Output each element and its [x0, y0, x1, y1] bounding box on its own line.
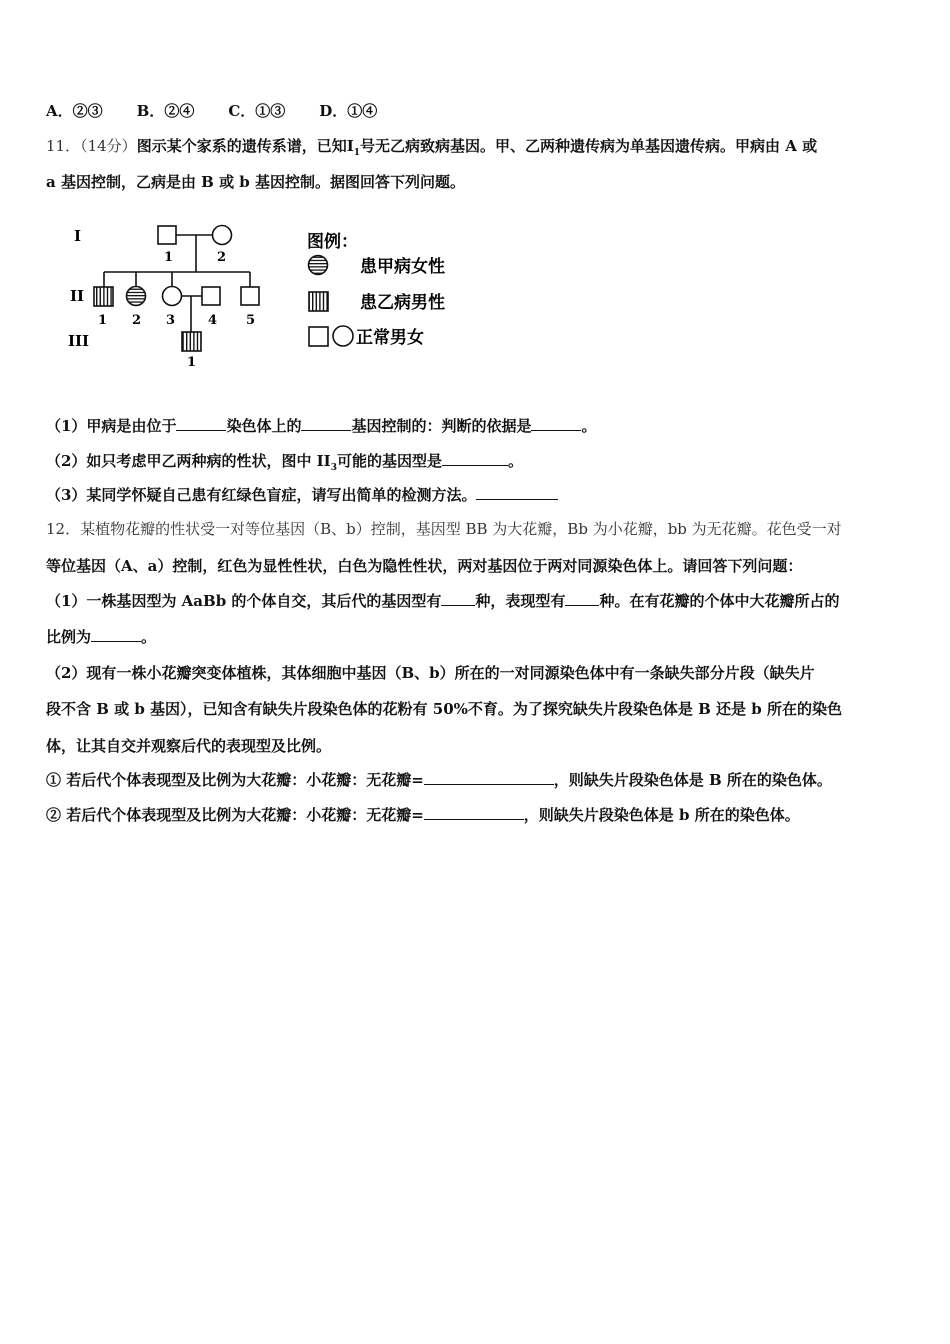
q12-line1: 12．某植物花瓣的性状受一对等位基因（B、b）控制，基因型 BB 为大花瓣，Bb 为小花瓣，bb 为无花瓣。花色受一对 [46, 520, 842, 538]
individual-II1-affected-b-male [94, 287, 113, 306]
q11-stem-line2: a 基因控制，乙病是由 B 或 b 基因控制。据图回答下列问题。 [46, 173, 465, 191]
answer-options [46, 101, 411, 121]
q11-sub2: （2）如只考虑甲乙两种病的性状，图中 $II_3$可能的基因型是 。 [46, 452, 523, 473]
individual-I1-normal-male [158, 226, 176, 244]
answer-blank[interactable] [442, 451, 508, 466]
q12-line6: 段不含 B 或 b 基因），已知含有缺失片段染色体的花粉有 50%不育。为了探究缺失片段染色体是 B 还是 b 所在的染色 [46, 700, 842, 718]
q11-sub3: （3）某同学怀疑自己患有红绿色盲症，请写出简单的检测方法。 [46, 485, 558, 505]
legend-affected-b-male-icon [309, 292, 328, 311]
q12-line9: ② 若后代个体表现型及比例为大花瓣：小花瓣：无花瓣= ，则缺失片段染色体是 b 所在的染色体。 [46, 806, 800, 824]
q12-line3: （1）一株基因型为 AaBb 的个体自交，其后代的基因型有 种，表现型有 种。在有花瓣的个体中大花瓣所占的 [46, 592, 840, 610]
option-b: B．②④ [136, 102, 195, 120]
gen1-num-1: 1 [164, 250, 174, 265]
answer-blank[interactable] [476, 485, 558, 500]
q11-sub1: （1）甲病是由位于 染色体上的 基因控制的：判断的依据是 。 [46, 417, 597, 435]
answer-blank[interactable] [424, 805, 524, 820]
answer-blank[interactable] [565, 591, 599, 606]
answer-blank[interactable] [424, 770, 554, 785]
option-c: C．①③ [228, 102, 286, 120]
gen1-num-2: 2 [217, 250, 227, 265]
option-a: A．②③ [46, 102, 103, 120]
option-d: D．①④ [319, 102, 378, 120]
legend-normal-male-icon [309, 327, 328, 346]
gen2-num-4: 4 [208, 313, 218, 328]
legend-item-1: 患甲病女性 [360, 257, 445, 277]
gen2-num-5: 5 [246, 313, 256, 328]
legend-affected-a-female-icon [309, 256, 328, 275]
individual-II4-normal-male [202, 287, 220, 305]
gen-label-II: II [70, 287, 85, 305]
q12-line5: （2）现有一株小花瓣突变体植株，其体细胞中基因（B、b）所在的一对同源染色体中有一条缺失部分片段（缺失片 [46, 664, 815, 682]
gen-label-III: III [68, 332, 90, 350]
q12-line2: 等位基因（A、a）控制，红色为显性性状，白色为隐性性状，两对基因位于两对同源染色体上。请回答下列问题： [46, 557, 803, 575]
q11-score: （14分） [80, 137, 137, 155]
answer-blank[interactable] [531, 416, 581, 431]
individual-II3-normal-female [163, 287, 182, 306]
gen2-num-2: 2 [132, 313, 142, 328]
legend-normal-female-icon [333, 326, 353, 346]
answer-blank[interactable] [176, 416, 226, 431]
individual-II5-normal-male [241, 287, 259, 305]
legend-item-3: 正常男女 [356, 328, 424, 348]
gen-label-I: I [74, 227, 82, 245]
answer-blank[interactable] [301, 416, 351, 431]
legend-title: 图例： [307, 232, 358, 252]
answer-blank[interactable] [441, 591, 475, 606]
pedigree-diagram [60, 215, 480, 375]
q12-line4: 比例为 。 [46, 628, 157, 646]
gen2-num-1: 1 [98, 313, 108, 328]
q11-number: 11． [46, 137, 81, 155]
legend-item-2: 患乙病男性 [360, 293, 445, 313]
individual-III1-affected-b-male [182, 332, 201, 351]
gen3-num-1: 1 [187, 355, 197, 370]
gen2-num-3: 3 [166, 313, 176, 328]
q12-line8: ① 若后代个体表现型及比例为大花瓣：小花瓣：无花瓣= ，则缺失片段染色体是 B 所在的染色体。 [46, 771, 832, 789]
q12-line7: 体，让其自交并观察后代的表现型及比例。 [46, 737, 332, 755]
q11-stem-line1: 11．（14分）图示某个家系的遗传系谱，已知$Ⅰ_1$号无乙病致病基因。甲、乙两种遗传病为单基因遗传病。甲病由 A 或 [46, 137, 818, 158]
individual-II2-affected-a-female [127, 287, 146, 306]
answer-blank[interactable] [91, 627, 141, 642]
individual-I2-normal-female [213, 226, 232, 245]
